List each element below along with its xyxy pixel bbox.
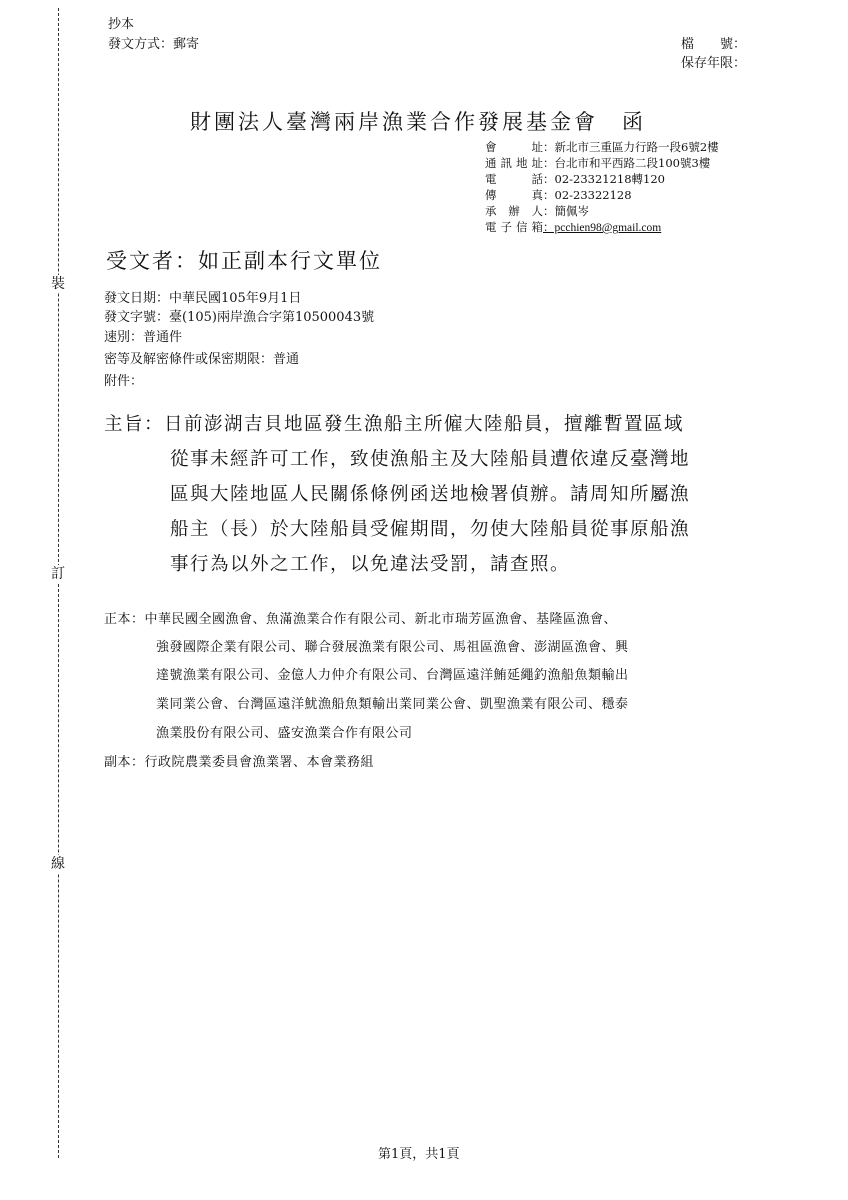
primary-recipients-line: 業同業公會、台灣區遠洋魷漁船魚類輸出業同業公會、凱聖漁業有限公司、穩泰 <box>156 697 629 712</box>
contact-label: 電話 <box>485 172 543 186</box>
subject-line: 區與大陸地區人民關係條例函送地檢署偵辦。請周知所屬漁 <box>170 484 691 505</box>
primary-recipients-line: 正本：中華民國全國漁會、魚滿漁業合作有限公司、新北市瑞芳區漁會、基隆區漁會、 <box>104 612 618 627</box>
send-method: 發文方式：郵寄 <box>108 37 200 52</box>
copy-label: 抄本 <box>108 17 135 32</box>
contact-row-email <box>485 220 661 235</box>
contact-row-mailing <box>485 156 710 171</box>
binding-mark-ding: 訂 <box>45 565 71 583</box>
copy-recipients-line: 副本：行政院農業委員會漁業署、本會業務組 <box>104 755 375 770</box>
primary-recipients-line: 達號漁業有限公司、金億人力仲介有限公司、台灣區遠洋鮪延繩釣漁船魚類輸出 <box>156 668 629 683</box>
contact-label: 通訊地址 <box>485 156 543 170</box>
binding-line <box>58 8 59 1158</box>
contact-label: 電子信箱 <box>485 220 543 234</box>
primary-recipients-line: 漁業股份有限公司、盛安漁業合作有限公司 <box>156 726 413 741</box>
contact-label: 會址 <box>485 140 543 154</box>
binding-mark-zhuang: 裝 <box>45 275 71 293</box>
email-link[interactable]: ：pcchien98@gmail.com <box>543 222 662 234</box>
subject-line: 從事未經許可工作，致使漁船主及大陸船員遭依違反臺灣地 <box>170 449 691 470</box>
subject-line: 事行為以外之工作，以免違法受罰，請查照。 <box>170 554 571 575</box>
document-title: 財團法人臺灣兩岸漁業合作發展基金會 函 <box>190 110 646 134</box>
recipient: 受文者：如正副本行文單位 <box>106 249 382 273</box>
delivery-speed: 速別：普通件 <box>104 330 183 345</box>
contact-row-address <box>485 140 719 155</box>
issue-date: 發文日期：中華民國105年9月1日 <box>104 291 302 306</box>
contact-value: ：台北市和平西路二段100號3樓 <box>543 156 711 170</box>
contact-row-fax <box>485 188 632 203</box>
document-number: 發文字號：臺(105)兩岸漁合字第10500043號 <box>104 310 375 325</box>
secrecy-level: 密等及解密條件或保密期限：普通 <box>104 352 300 367</box>
contact-value: ：新北市三重區力行路一段6號2樓 <box>543 140 719 154</box>
subject-line: 船主（長）於大陸船員受僱期間，勿使大陸船員從事原船漁 <box>170 519 691 540</box>
file-number: 檔 號： <box>681 37 747 52</box>
retention-period: 保存年限： <box>681 56 747 71</box>
contact-value: ：02-23322128 <box>543 188 632 202</box>
primary-recipients-line: 強發國際企業有限公司、聯合發展漁業有限公司、馬祖區漁會、澎湖區漁會、興 <box>156 640 629 655</box>
contact-label: 承辦人 <box>485 204 543 218</box>
binding-mark-xian: 線 <box>45 855 71 873</box>
contact-row-phone <box>485 172 665 187</box>
contact-label: 傳真 <box>485 188 543 202</box>
contact-row-handler <box>485 204 589 219</box>
contact-value: ：02-23321218轉120 <box>543 172 666 186</box>
contact-value: ：簡佩岑 <box>543 204 589 218</box>
subject-line: 主旨：日前澎湖吉貝地區發生漁船主所僱大陸船員，擅離暫置區域 <box>104 414 685 435</box>
attachment: 附件： <box>104 374 144 389</box>
page-number: 第1頁，共1頁 <box>378 1147 460 1162</box>
